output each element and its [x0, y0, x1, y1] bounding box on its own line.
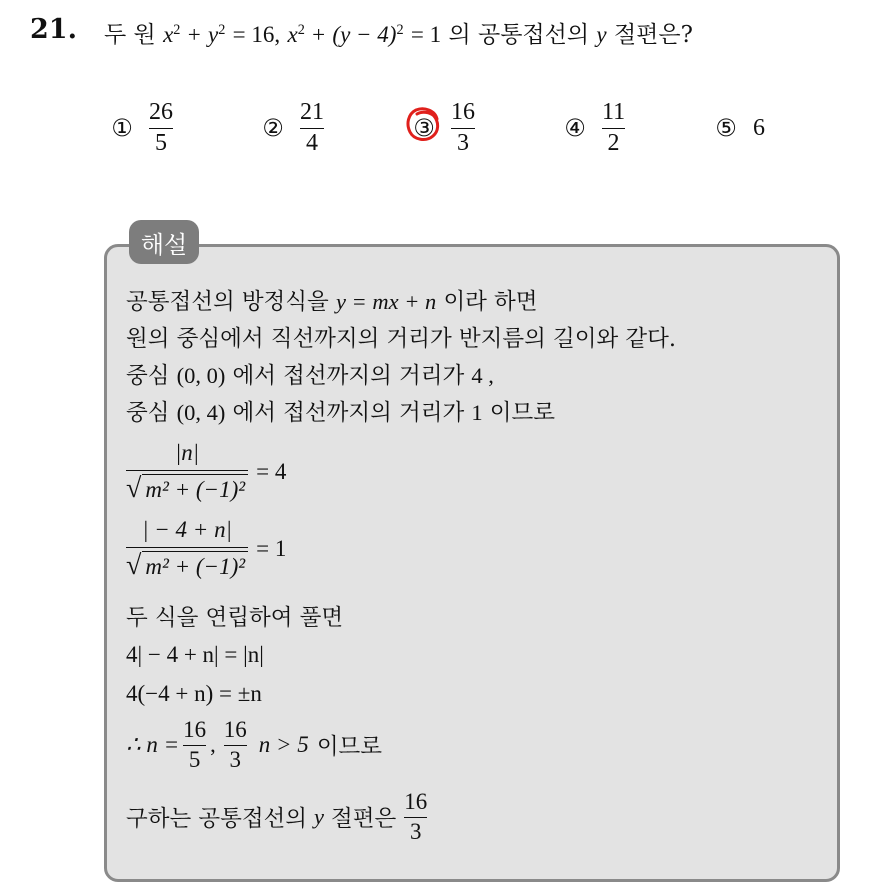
choice-3-number — [407, 114, 441, 142]
eq2-rhs: = 1 — [410, 22, 442, 47]
eq1-plus: + — [187, 22, 201, 47]
choice-4[interactable] — [558, 93, 625, 163]
choice-5-value: 6 — [753, 114, 765, 141]
line3-text-a: 중심 — [126, 363, 170, 389]
eq1-x-exp: 2 — [173, 22, 181, 39]
eq1-y-exp: 2 — [218, 22, 226, 39]
eq2-plus: + — [312, 22, 326, 47]
sqrt-icon: √ — [126, 473, 142, 504]
choice-1-denominator: 5 — [155, 130, 167, 156]
eq1-rhs: = 16, — [232, 22, 281, 47]
line9-text-b: 절편은 — [331, 806, 397, 833]
question-text — [104, 16, 693, 49]
choice-5[interactable] — [709, 93, 765, 163]
choice-3-numerator: 16 — [451, 98, 475, 125]
line3-text-b: 에서 접선까지의 거리가 — [232, 363, 465, 389]
line8-frac1-bottom: 5 — [188, 747, 201, 773]
eq1-x: x — [163, 22, 174, 47]
eq1-numerator: |n| — [174, 440, 200, 465]
eq2-x-exp: 2 — [297, 22, 305, 39]
choice-2[interactable] — [256, 93, 324, 163]
line9-frac-bottom: 3 — [410, 819, 422, 845]
line4-text-a: 중심 — [126, 400, 170, 426]
solution-line-7: 4(−4 + n) = ±n — [126, 681, 262, 706]
line3-value: 4 , — [471, 363, 494, 388]
choice-3-fraction — [451, 100, 475, 156]
line1-text-a: 공통접선의 방정식을 — [126, 289, 329, 315]
solution-line-3 — [126, 358, 494, 390]
choice-2-number: ② — [262, 114, 284, 142]
eq2-radicand: m² + (−1)² — [142, 551, 248, 580]
line9-var: y — [314, 804, 325, 830]
eq2-numerator: | − 4 + n| — [142, 517, 232, 542]
solution-line-4 — [126, 395, 555, 427]
choice-1[interactable] — [105, 93, 173, 163]
choice-4-denominator: 2 — [607, 130, 620, 156]
line8-condition: n > 5 — [258, 732, 309, 758]
choice-4-numerator: 11 — [602, 98, 626, 125]
question-lead: 두 원 — [104, 22, 156, 48]
line3-point: (0, 0) — [176, 363, 226, 388]
eq2-x: x — [287, 22, 298, 47]
choice-4-number: ④ — [564, 114, 586, 142]
distance-equation-2 — [126, 517, 286, 580]
choice-1-fraction — [149, 100, 173, 156]
eq2-y-exp: 2 — [396, 22, 404, 39]
eq1-rhs: = 4 — [256, 458, 287, 484]
choice-3-number-text: ③ — [413, 114, 435, 142]
line8-comma: , — [210, 732, 216, 758]
solution-line-1 — [126, 284, 538, 316]
line8-frac2-bottom: 3 — [229, 747, 242, 773]
line8-prefix: ∴ n = — [126, 732, 180, 758]
question-tail2: 절편은? — [613, 22, 693, 48]
solution-line-9 — [126, 790, 431, 844]
choice-4-fraction — [602, 100, 625, 156]
line9-frac-top: 16 — [404, 789, 428, 814]
choice-3[interactable] — [407, 93, 475, 163]
line8-frac2-top: 16 — [223, 717, 247, 742]
line4-value: 1 — [471, 400, 483, 425]
answer-circle-mark-icon — [404, 105, 442, 143]
choice-2-denominator: 4 — [306, 130, 318, 156]
choice-3-denominator: 3 — [457, 130, 469, 156]
line8-frac1-top: 16 — [183, 717, 207, 742]
solution-line-8 — [126, 718, 382, 772]
line8-tail: 이므로 — [316, 734, 383, 761]
eq1-y: y — [208, 22, 219, 47]
solution-line-2: 원의 중심에서 직선까지의 거리가 반지름의 길이와 같다. — [126, 326, 676, 352]
solution-line-6: 4| − 4 + n| = |n| — [126, 642, 264, 667]
line1-equation: y = mx + n — [335, 289, 437, 314]
line4-text-b: 에서 접선까지의 거리가 — [232, 400, 465, 426]
solution-tag: 해설 — [129, 220, 199, 264]
line4-point: (0, 4) — [176, 400, 226, 425]
eq1-radicand: m² + (−1)² — [142, 474, 248, 503]
choice-1-number: ① — [111, 114, 133, 142]
solution-line-5: 두 식을 연립하여 풀면 — [126, 605, 344, 631]
eq2-y: (y − 4) — [332, 22, 397, 47]
line9-text-a: 구하는 공통접선의 — [126, 806, 308, 833]
question-tail-var: y — [596, 22, 607, 47]
eq2-rhs: = 1 — [256, 535, 287, 561]
line1-text-b: 이라 하면 — [443, 289, 538, 315]
question-tail1: 의 공통접선의 — [448, 22, 590, 48]
choice-1-numerator: 26 — [149, 98, 173, 125]
question-number: 21. — [30, 14, 77, 45]
distance-equation-1 — [126, 440, 286, 503]
sqrt-icon: √ — [126, 550, 142, 581]
choice-5-number: ⑤ — [715, 114, 737, 142]
choice-2-fraction — [300, 100, 324, 156]
line4-text-c: 이므로 — [489, 400, 555, 426]
choice-2-numerator: 21 — [300, 98, 324, 125]
